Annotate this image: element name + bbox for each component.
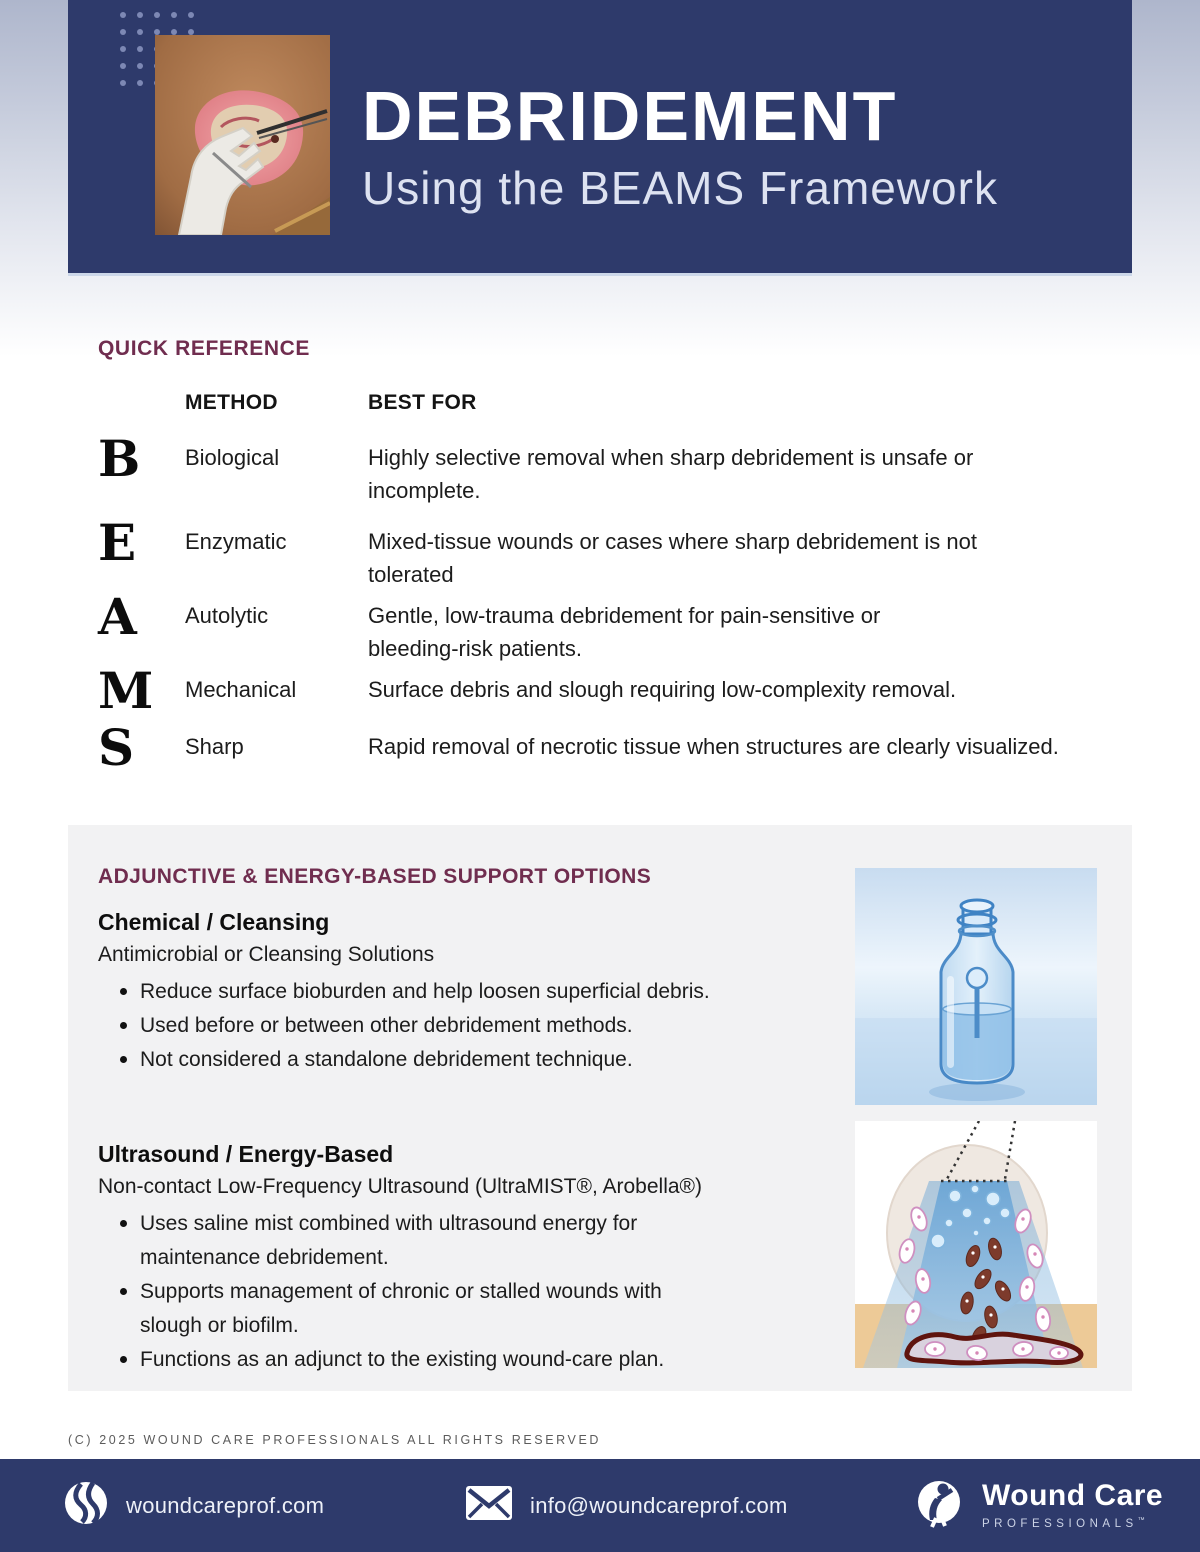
beams-letter-e: E	[98, 513, 137, 572]
chemical-cleansing-title: Chemical / Cleansing	[98, 909, 330, 935]
page-subtitle: Using the BEAMS Framework	[362, 162, 998, 214]
copyright-text: (C) 2025 WOUND CARE PROFESSIONALS ALL RIGHTS RESERVED	[68, 1433, 602, 1447]
column-header-best-for: BEST FOR	[368, 391, 477, 414]
bullet-item: Reduce surface bioburden and help loosen superficial debris.	[98, 975, 798, 1009]
chemical-cleansing-bullets	[98, 975, 798, 1077]
person-circle-icon	[914, 1478, 964, 1533]
table-row	[98, 513, 1108, 591]
beams-letter-s: S	[98, 718, 135, 777]
method-description: Rapid removal of necrotic tissue when structures are clearly visualized.	[368, 734, 1059, 759]
bullet-item: Functions as an adjunct to the existing wound-care plan.	[98, 1343, 718, 1377]
footer-bar	[0, 1459, 1200, 1552]
beams-letter-b: B	[98, 429, 141, 488]
quick-reference-heading: QUICK REFERENCE	[98, 337, 311, 360]
method-name: Biological	[185, 445, 280, 470]
bullet-item: Supports management of chronic or stalled wounds with slough or biofilm.	[98, 1275, 718, 1343]
table-column-headers	[98, 391, 1108, 415]
wound-care-logo	[982, 1478, 1164, 1530]
method-description: Gentle, low-trauma debridement for pain-sensitive or bleeding-risk patients.	[368, 603, 881, 661]
logo-title: Wound Care	[982, 1478, 1164, 1512]
bullet-item: Not considered a standalone debridement technique.	[98, 1043, 798, 1077]
table-row	[98, 718, 1108, 777]
beams-letter-m: M	[98, 661, 154, 720]
envelope-icon	[466, 1486, 512, 1525]
bullet-item: Uses saline mist combined with ultrasound energy for maintenance debridement.	[98, 1207, 718, 1275]
method-name: Autolytic	[185, 603, 269, 628]
adjunctive-heading: ADJUNCTIVE & ENERGY-BASED SUPPORT OPTIONS	[98, 865, 652, 888]
table-row	[98, 587, 1108, 665]
method-name: Enzymatic	[185, 529, 287, 554]
wound-debridement-photo	[155, 35, 330, 235]
ultrasound-title: Ultrasound / Energy-Based	[98, 1141, 394, 1167]
table-row	[98, 429, 1108, 507]
cleansing-solution-bottle-image	[855, 868, 1097, 1105]
table-row	[98, 661, 1108, 720]
method-description: Mixed-tissue wounds or cases where sharp debridement is not tolerated	[368, 529, 977, 587]
method-description: Highly selective removal when sharp debridement is unsafe or incomplete.	[368, 445, 974, 503]
column-header-method: METHOD	[185, 391, 278, 414]
ultrasound-bullets	[98, 1207, 718, 1377]
ultrasound-subtitle: Non-contact Low-Frequency Ultrasound (UltraMIST®, Arobella®)	[98, 1175, 703, 1198]
beams-letter-a: A	[98, 587, 137, 646]
method-name: Sharp	[185, 734, 244, 759]
page-title: DEBRIDEMENT	[362, 77, 898, 155]
logo-trademark: ™	[1137, 1516, 1145, 1524]
website-link[interactable]: woundcareprof.com	[126, 1492, 325, 1518]
globe-waves-icon	[64, 1481, 108, 1530]
chemical-cleansing-subtitle: Antimicrobial or Cleansing Solutions	[98, 943, 435, 966]
logo-subtitle: PROFESSIONALS™	[982, 1516, 1145, 1530]
ultrasound-mist-illustration-image	[855, 1121, 1097, 1368]
method-name: Mechanical	[185, 677, 297, 702]
bullet-item: Used before or between other debridement methods.	[98, 1009, 798, 1043]
header-banner	[68, 0, 1132, 276]
method-description: Surface debris and slough requiring low-complexity removal.	[368, 677, 957, 702]
adjunctive-options-panel	[68, 825, 1132, 1391]
email-link[interactable]: info@woundcareprof.com	[530, 1492, 788, 1518]
